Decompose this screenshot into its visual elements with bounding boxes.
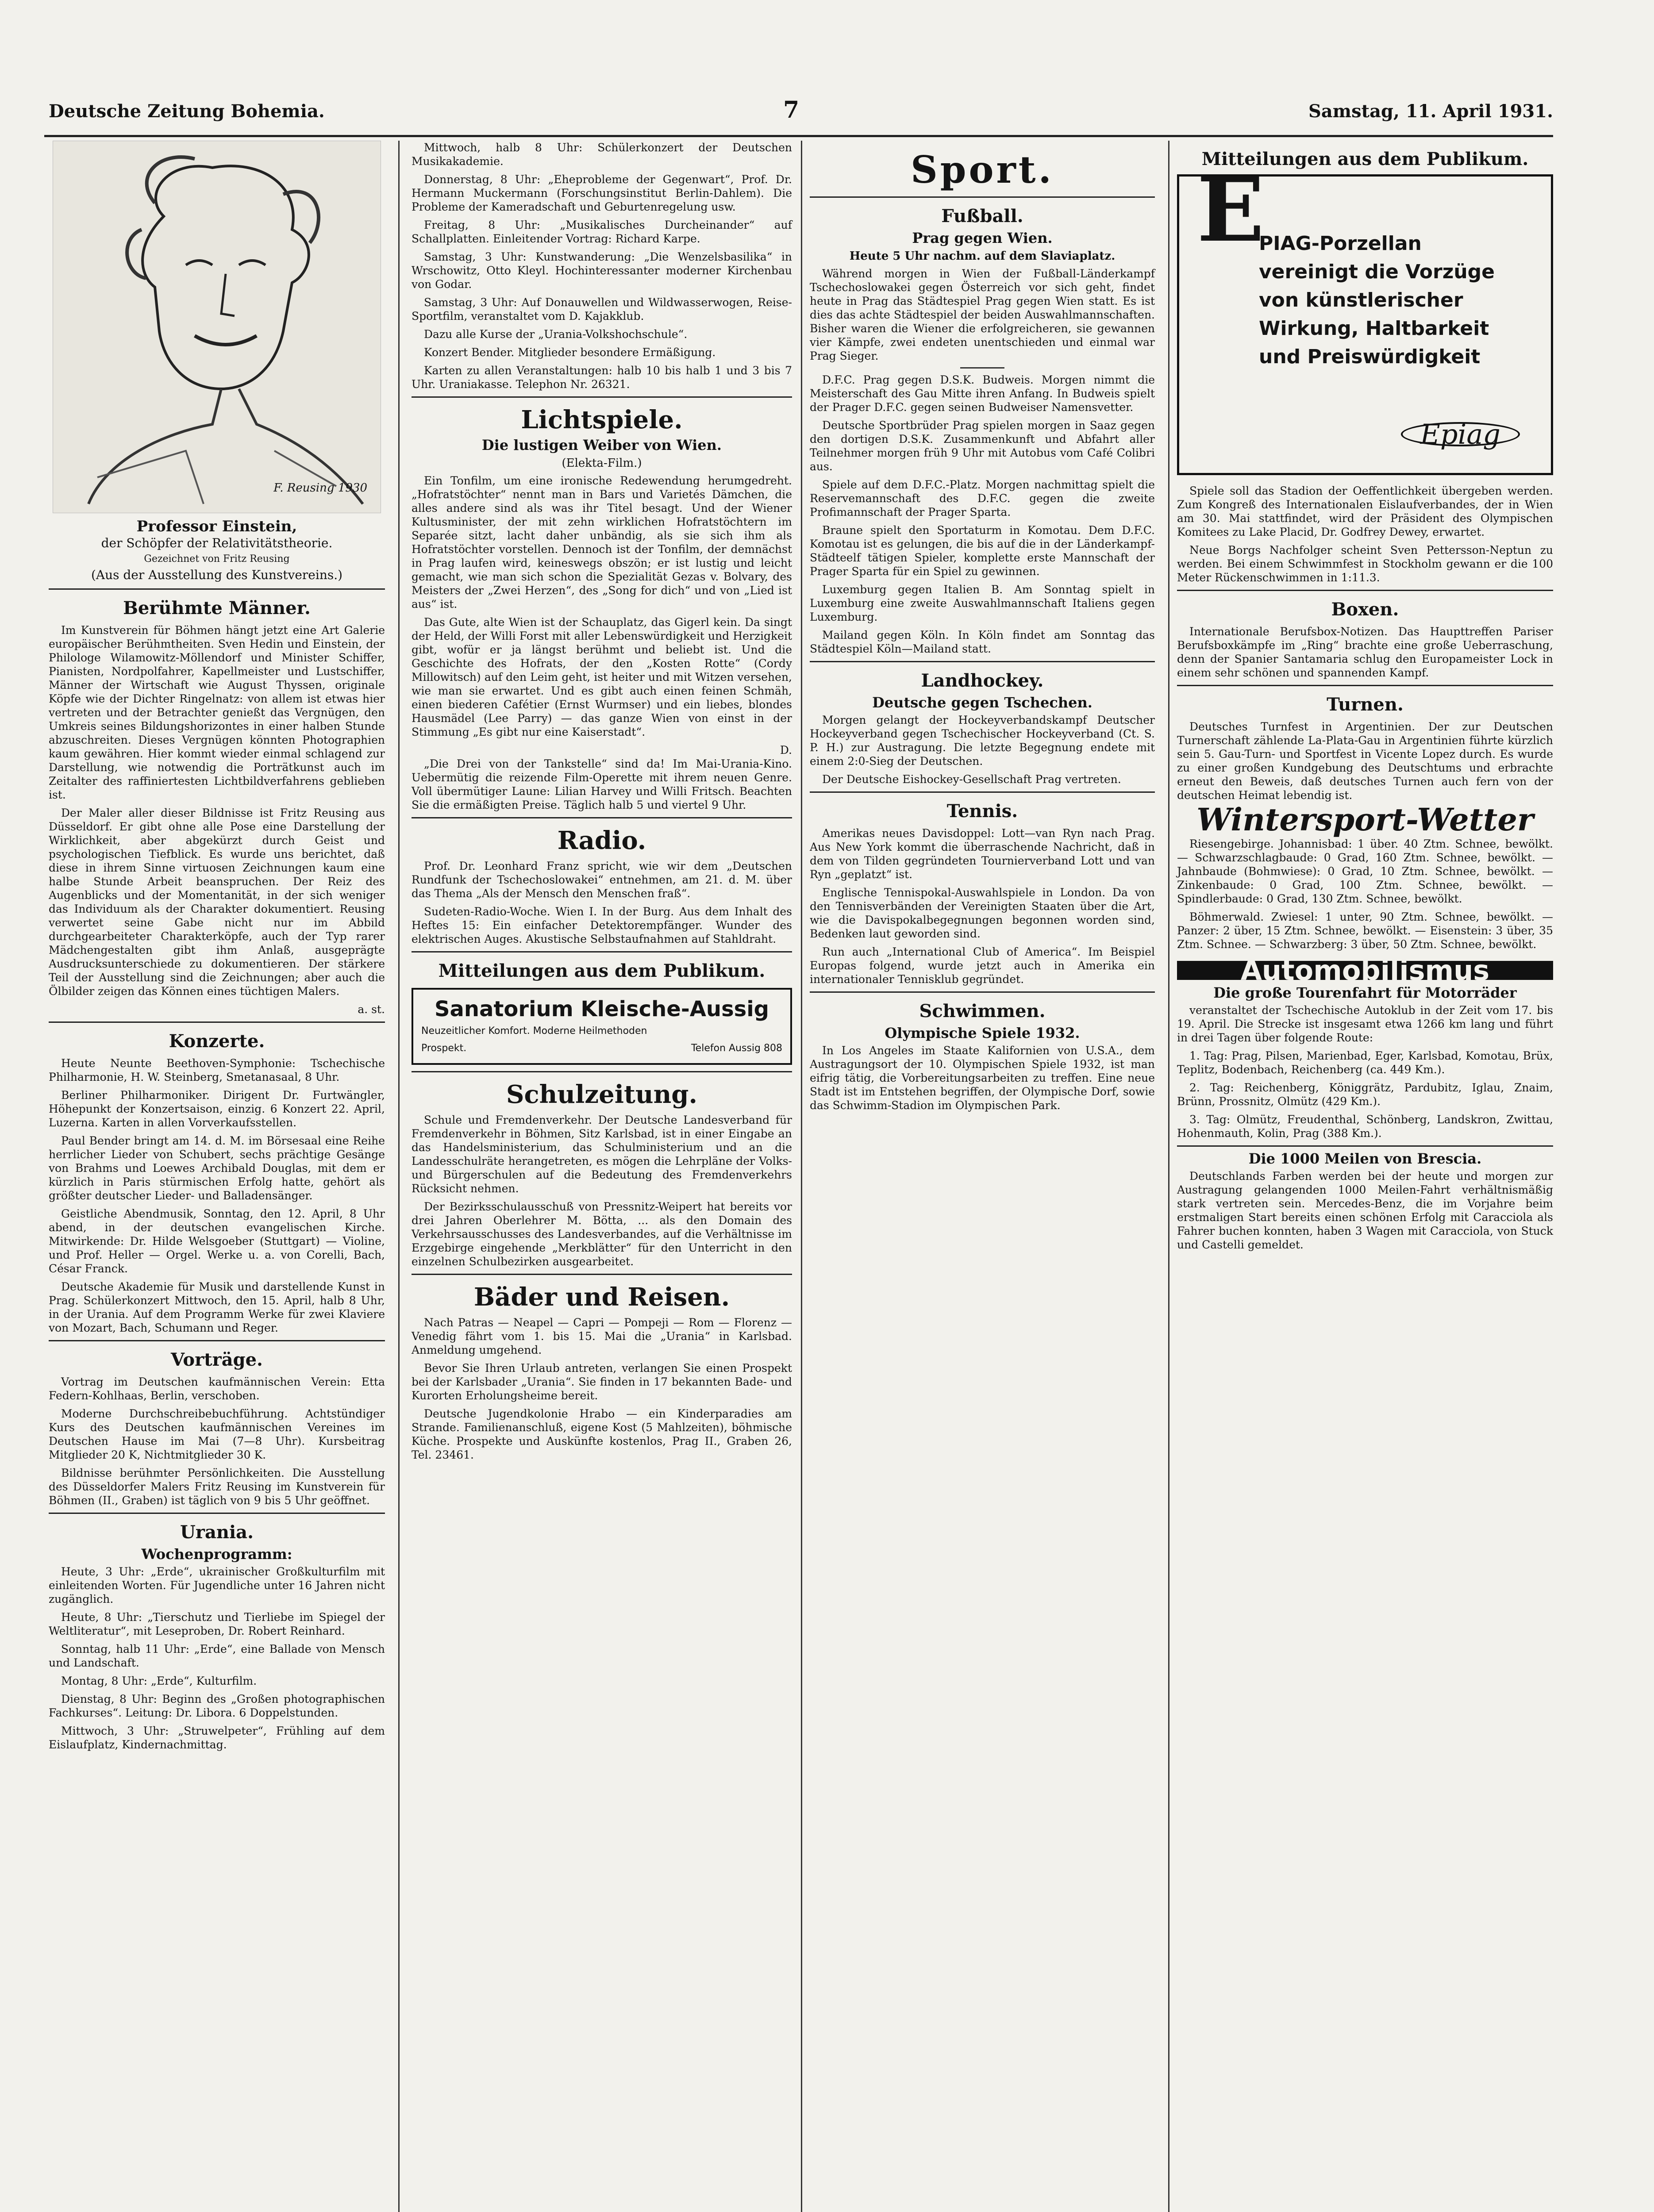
article-paragraph: Spiele soll das Stadion der Oeffentlichkeit übergeben werden. Zum Kongreß des Internationalen Eislaufverbandes, der in Wien am 30. Mai stattfindet, wird der Präsident des Olympischen Komitees zu Lake Placid, Dr. Godfrey Dewey, erwartet. [1177,484,1553,538]
section-rule [412,951,792,952]
article-paragraph: Deutschlands Farben werden bei der heute und morgen zur Austragung gelangenden 1000 Meilen-Fahrt verhältnismäßig stark vertreten sein. Mercedes-Benz, die im Vorjahre beim erstmaligen Start bereits einen schönen Erfolg mit Caracciola als Fahrer buchen konnten, haben 3 Wagen mit Caracciola, von Stuck und Castelli gemeldet. [1177,1170,1553,1251]
subheading-film-title: Die lustigen Weiber von Wien. [481,437,722,453]
heading-wintersport-wetter: Wintersport-Wetter [1196,801,1534,838]
article-paragraph: Internationale Berufsbox-Notizen. Das Haupttreffen Pariser Berufsboxkämpfe im „Ring“ brachte eine große Ueberraschung, denn der Spanier Santamaria schlug den Europameister Lock in einem sehr schönen und spannenden Kampf. [1177,625,1553,679]
heading-lichtspiele: Lichtspiele. [521,405,683,434]
notice-item: Run auch „International Club of America“. Im Beispiel Europas folgend, wurde jetzt auch in Amerika ein internationaler Tennisklub gegründet. [810,945,1155,986]
column-divider [801,141,802,2212]
heading-turnen: Turnen. [1327,694,1404,715]
masthead-rule [44,135,1553,137]
notice-item: Geistliche Abendmusik, Sonntag, den 12. April, 8 Uhr abend, in der deutschen evangelischen Kirche. Mitwirkende: Dr. Hilde Welsgoeber (Stuttgart) — Violine, und Prof. Heller — Orgel. Werke u. a. von Corelli, Bach, César Franck. [49,1207,385,1275]
notice-item: Mailand gegen Köln. In Köln findet am Sonntag das Städtespiel Köln—Mailand statt. [810,629,1155,655]
artist-signature: F. Reusing 1930 [273,481,367,495]
epiag-logo: Epiag [1401,422,1520,446]
article-paragraph: Während morgen in Wien der Fußball-Länderkampf Tschechoslowakei gegen Österreich vor sich geht, findet heute in Prag das Städtespiel Prag gegen Wien statt. Es ist dies das achte Städtespiel der beiden Auswahlmannschaften. Bisher waren die Wiener die erfolgreicheren, sie gewannen vier Kämpfe, zwei endeten unentschieden und einmal war Prag Sieger. [810,267,1155,362]
notice-item: Donnerstag, 8 Uhr: „Eheprobleme der Gegenwart“, Prof. Dr. Hermann Muckermann (Forschungsinstitut Berlin-Dahlem). Die Probleme der Kameradschaft und Geburtenregelung usw. [412,173,792,213]
portrait-caption [49,518,385,583]
article-paragraph: Der Bezirksschulausschuß von Pressnitz-Weipert hat bereits vor drei Jahren Oberlehrer M. Bötta, ... als den Domain des Verkehrsausschusses des Landesverbandes, auf die Verhältnisse im Erzgebirge eingehende „Merkblätter“ für den Unterricht in den einzelnen Schulbezirken ausgearbeitet. [412,1200,792,1268]
subheading-match-time: Heute 5 Uhr nachm. auf dem Slaviaplatz. [849,250,1115,263]
ad-line: von künstlerischer [1259,289,1463,311]
notice-item: Berliner Philharmoniker. Dirigent Dr. Furtwängler, Höhepunkt der Konzertsaison, einzig. 6 Konzert 22. April, Luzerna. Karten in allen Vorverkaufsstellen. [49,1089,385,1129]
notice-item: Bildnisse berühmter Persönlichkeiten. Die Ausstellung des Düsseldorfer Malers Fritz Reusing im Kunstverein für Böhmen (II., Graben) ist täglich von 9 bis 5 Uhr geöffnet. [49,1467,385,1507]
column-4 [1177,141,1553,1256]
article-paragraph: Deutsches Turnfest in Argentinien. Der zur Deutschen Turnerschaft zählende La-Plata-Gau in Argentinien führte kürzlich sein 5. Gau-Turn- und Sportfest in Vicente Lopez durch. Es wurde zu einer großen Kundgebung des Deutschtums und erbrachte erneut den Beweis, daß deutsches Turnen auch fern von der deutschen Heimat lebendig ist. [1177,720,1553,802]
ad-footer [421,1041,782,1055]
heading-mitteilungen: Mitteilungen aus dem Publikum. [438,960,765,981]
ad-line: PIAG-Porzellan [1259,232,1422,255]
notice-item: Heute, 8 Uhr: „Tierschutz und Tierliebe im Spiegel der Weltliteratur“, mit Leseproben, Dr. Robert Reinhard. [49,1611,385,1637]
heading-mitteilungen-publikum: Mitteilungen aus dem Publikum. [1201,149,1529,169]
subheading-1000-meilen: Die 1000 Meilen von Brescia. [1248,1150,1482,1167]
section-rule [1177,590,1553,591]
section-rule [1177,1145,1553,1147]
article-paragraph: Der Maler aller dieser Bildnisse ist Fritz Reusing aus Düsseldorf. Er gibt ohne alle Pose eine Darstellung der Wirklichkeit, aber abgekürzt durch Geist und psychologischen Tiefblick. Es wurde uns berichtet, daß diese in ihrem Sinne virtuosen Zeichnungen kaum eine halbe Stunde Arbeit beanspruchen. Der Reiz des Augenblicks und der Momentanität, in der sich weniger das Individuum als der Charakter dokumentiert. Reusing verwertet seine Gabe nicht nur im Abbild durchgearbeiteter Charakterköpfe, auch der Typ rarer Mädchengestalten gibt ihm Anlaß, ausgeprägte Ausdrucksunterschiede zu dokumentieren. Der stärkere Teil der Ausstellung sind die Zeichnungen; aber auch die Ölbilder zeigen das Können eines tüchtigen Malers. [49,806,385,998]
subheading-deutsche-tschechen: Deutsche gegen Tschechen. [872,694,1092,711]
section-rule [810,661,1155,662]
subheading-tourenfahrt: Die große Tourenfahrt für Motorräder [1213,984,1517,1001]
notice-item: Samstag, 3 Uhr: Kunstwanderung: „Die Wenzelsbasilika“ in Wrschowitz, Otto Kleyl. Hochinteressanter moderner Kirchenbau von Godar. [412,250,792,291]
weather-report: Böhmerwald. Zwiesel: 1 unter, 90 Ztm. Schnee, bewölkt. — Panzer: 2 über, 15 Ztm. Schnee, bewölkt. — Eisenstein: 3 über, 35 Ztm. Schnee. — Schwarzberg: 3 über, 50 Ztm. Schnee, bewölkt. [1177,910,1553,951]
heading-landhockey: Landhockey. [921,670,1044,691]
einstein-portrait-drawing [53,141,381,513]
caption-subtitle: der Schöpfer der Relativitätstheorie. [101,536,333,550]
article-signature: a. st. [358,1003,385,1016]
page-number: 7 [783,96,800,123]
notice-item: Englische Tennispokal-Auswahlspiele in London. Da von den Tennisverbänden der Vereinigten Staaten über die Art, wie die Davispokalbegegnungen begonnen worden sind, Bedenken laut geworden sind. [810,886,1155,940]
article-paragraph: veranstaltet der Tschechische Autoklub in der Zeit vom 17. bis 19. April. Die Strecke ist insgesamt etwa 1266 km lang und führt in drei Tagen über folgende Route: [1177,1004,1553,1044]
heading-beruehmte-maenner: Berühmte Männer. [123,598,311,618]
notice-item: Mittwoch, halb 8 Uhr: Schülerkonzert der Deutschen Musikakademie. [412,141,792,168]
notice-item: Deutsche Sportbrüder Prag spielen morgen in Saaz gegen den dortigen D.S.K. Zusammenkunft und Abfahrt aller Teilnehmer morgen früh 9 Uhr mit Autobus vom Café Colibri aus. [810,419,1155,473]
notice-item: Karten zu allen Veranstaltungen: halb 10 bis halb 1 und 3 bis 7 Uhr. Uraniakasse. Telephon Nr. 26321. [412,364,792,391]
short-rule [960,367,1004,369]
ad-text-block [1259,230,1538,371]
subheading-olympische-spiele: Olympische Spiele 1932. [885,1025,1080,1041]
heading-baeder-und-reisen: Bäder und Reisen. [473,1283,730,1312]
issue-date: Samstag, 11. April 1931. [1308,101,1553,122]
notice-item: Dazu alle Kurse der „Urania-Volkshochschule“. [424,328,688,341]
notice-item: Konzert Bender. Mitglieder besondere Ermäßigung. [424,346,716,359]
section-rule [412,1274,792,1275]
heading-radio: Radio. [557,826,646,855]
heading-fussball: Fußball. [941,206,1023,227]
ad-line: und Preiswürdigkeit [1259,346,1481,368]
section-rule [412,817,792,818]
notice-item: Sudeten-Radio-Woche. Wien I. In der Burg. Aus dem Inhalt des Heftes 15: Ein einfacher Detektorempfänger. Wunder des elektrischen Auges. Akustische Selbstaufnahmen auf Stahldraht. [412,905,792,945]
article-paragraph: Der Deutsche Eishockey-Gesellschaft Prag vertreten. [822,773,1121,786]
notice-item: Moderne Durchschreibebuchführung. Achtstündiger Kurs des Deutschen kaufmännischen Vereines im Deutschen Hause im Mai (7—8 Uhr). Kursbeitrag Mitglieder 20 K, Nichtmitglieder 30 K. [49,1407,385,1461]
notice-item: D.F.C. Prag gegen D.S.K. Budweis. Morgen nimmt die Meisterschaft des Gau Mitte ihren Anfang. In Budweis spielt der Prager D.F.C. gegen seinen Budweiser Namensvetter. [810,373,1155,414]
route-item: 3. Tag: Olmütz, Freudenthal, Schönberg, Landskron, Zwittau, Hohenmauth, Kolin, Prag (388 Km.). [1177,1113,1553,1140]
subheading-prag-wien: Prag gegen Wien. [912,230,1053,246]
ad-title: Sanatorium Kleische-Aussig [434,997,769,1022]
section-rule [49,1513,385,1514]
article-paragraph: Neue Borgs Nachfolger scheint Sven Pettersson-Neptun zu werden. Bei einem Schwimmfest in Stockholm gewann er die 100 Meter Rückenschwimmen in 1:11.3. [1177,544,1553,584]
caption-title: Professor Einstein, [136,518,297,535]
subheading-wochenprogramm: Wochenprogramm: [141,1546,292,1563]
masthead [49,96,1553,127]
notice-item: Deutsche Jugendkolonie Hrabo — ein Kinderparadies am Strande. Familienanschluß, eigene Kost (5 Mahlzeiten), böhmische Küche. Prospekte und Auskünfte kostenlos, Prag II., Graben 26, Tel. 23461. [412,1407,792,1461]
section-rule [810,991,1155,993]
notice-item: Amerikas neues Davisdoppel: Lott—van Ryn nach Prag. Aus New York kommt die überraschende Nachricht, daß in dem von Tilden gegründeten Tournierverband Lott und van Ryn „geplatzt“ ist. [810,827,1155,881]
notice-item: Paul Bender bringt am 14. d. M. im Börsesaal eine Reihe herrlicher Lieder von Schubert, sechs prächtige Gesänge von Brahms und Loewes Archibald Douglas, mit dem er kürzlich in Paris stürmischen Erfolg hatte, gehört als größter deutscher Lieder- und Balladensänger. [49,1134,385,1202]
article-paragraph: In Los Angeles im Staate Kalifornien von U.S.A., dem Austragungsort der 10. Olympischen Spiele 1932, ist man eifrig tätig, die Vorbereitungsarbeiten zu treffen. Eine neue Stadt ist im Entstehen begriffen, der Olympische Dorf, sowie das Schwimm-Stadion im Olympischen Park. [810,1044,1155,1112]
ad-prospekt: Prospekt. [421,1043,467,1054]
article-paragraph: Schule und Fremdenverkehr. Der Deutsche Landesverband für Fremdenverkehr in Böhmen, Sitz Karlsbad, ist in einer Eingabe an das Handelsministerium, das Schulministerium und an die Landesschulräte herangetreten, es mögen die Lehrpläne der Volks- und Bürgerschulen auf die Bedeutung des Fremdenverkehrs Rücksicht nehmen. [412,1114,792,1195]
sanatorium-advertisement [412,988,792,1065]
notice-item: Freitag, 8 Uhr: „Musikalisches Durcheinander“ auf Schallplatten. Einleitender Vortrag: Richard Karpe. [412,219,792,245]
weather-report: Riesengebirge. Johannisbad: 1 über. 40 Ztm. Schnee, bewölkt. — Schwarzschlagbaude: 0 Grad, 160 Ztm. Schnee, bewölkt. — Jahnbaude (Bohmwiese): 0 Grad, 10 Ztm. Schnee, bewölkt. — Zinkenbaude: 0 Grad, 100 Ztm. Schnee, bewölkt. — Spindlerbaude: 0 Grad, 130 Ztm. Schnee, bewölkt. [1177,837,1553,905]
paper-name: Deutsche Zeitung Bohemia. [49,101,325,122]
route-item: 1. Tag: Prag, Pilsen, Marienbad, Eger, Karlsbad, Komotau, Brüx, Teplitz, Bodenbach, Reichenberg (ca. 449 Km.). [1177,1049,1553,1076]
caption-note: (Aus der Ausstellung des Kunstvereins.) [91,568,343,582]
article-paragraph: Morgen gelangt der Hockeyverbandskampf Deutscher Hockeyverband gegen Tschechischer Hockeyverband (Ct. S. P. H.) zur Austragung. Die letzte Begegnung endete mit einem 2:0-Sieg der Deutschen. [810,714,1155,768]
notice-item: Vortrag im Deutschen kaufmännischen Verein: Etta Federn-Kohlhaas, Berlin, verschoben. [49,1375,385,1402]
column-2 [412,141,792,1466]
column-divider [1168,141,1169,2212]
ad-line: vereinigt die Vorzüge [1259,261,1495,283]
article-paragraph: Im Kunstverein für Böhmen hängt jetzt eine Art Galerie europäischer Berühmtheiten. Sven Hedin und Einstein, der Philologe Wilamowitz-Möllendorf und Minister Schiffer, Pianisten, Nordpolfahrer, Kapellmeister und Lustschiffer, Männer der Wirtschaft wie August Thyssen, originale Köpfe wie der Dichter Ringelnatz: von allem ist etwas hier vertreten und der Betrachter genießt das Vergnügen, den Umkreis seines Bildungshorizontes in einer halben Stunde abzuschreiten. Dieses Vergnügen könnten Photographien kaum gewähren. Hier kommt wieder einmal schlagend zur Darstellung, wie notwendig die Porträtkunst auch im Zeitalter des raffiniertesten Lichtbildverfahrens geblieben ist. [49,624,385,801]
heading-vortraege: Vorträge. [171,1349,263,1370]
notice-item: Samstag, 3 Uhr: Auf Donauwellen und Wildwasserwogen, Reise-Sportfilm, veranstaltet vom D. Kajakklub. [412,296,792,323]
notice-item: Montag, 8 Uhr: „Erde“, Kulturfilm. [61,1674,257,1687]
heading-schulzeitung: Schulzeitung. [506,1080,697,1109]
notice-item: Deutsche Akademie für Musik und darstellende Kunst in Prag. Schülerkonzert Mittwoch, den 15. April, halb 8 Uhr, in der Urania. Auf dem Programm Werke für zwei Klaviere von Mozart, Bach, Schumann und Reger. [49,1280,385,1334]
section-rule [49,588,385,590]
article-signature: D. [780,744,792,757]
notice-item: Luxemburg gegen Italien B. Am Sonntag spielt in Luxemburg eine zweite Auswahlmannschaft Italiens gegen Luxemburg. [810,583,1155,623]
notice-item: Spiele auf dem D.F.C.-Platz. Morgen nachmittag spielt die Reservemannschaft des D.F.C. gegen die zweite Profimannschaft der Prager Sparta. [810,478,1155,518]
column-1 [49,141,385,1756]
heading-schwimmen: Schwimmen. [919,1001,1046,1022]
notice-item: Braune spielt den Sportaturm in Komotau. Dem D.F.C. Komotau ist es gelungen, die bis auf die in der Länderkampf-Städteelf tätigen Spieler, komplette erste Mannschaft der Prager Sparta für ein Spiel zu gewinnen. [810,524,1155,578]
caption-credit: Gezeichnet von Fritz Reusing [144,553,290,565]
notice-item: Heute, 3 Uhr: „Erde“, ukrainischer Großkulturfilm mit einleitenden Worten. Für Jugendliche unter 16 Jahren nicht zugänglich. [49,1565,385,1605]
heading-urania: Urania. [180,1522,254,1543]
section-rule [412,396,792,398]
notice-item: Dienstag, 8 Uhr: Beginn des „Großen photographischen Fachkurses“. Leitung: Dr. Libora. 6 Doppelstunden. [49,1693,385,1719]
section-rule [49,1340,385,1341]
portrait-sketch-icon [53,141,381,513]
notice-item: Nach Patras — Neapel — Capri — Pompeji — Rom — Florenz — Venedig fährt vom 1. bis 15. Mai die „Urania“ in Karlsbad. Anmeldung umgehend. [412,1316,792,1356]
heading-sport: Sport. [911,148,1054,192]
column-divider [398,141,400,2212]
ad-telephone: Telefon Aussig 808 [691,1043,782,1054]
section-rule [810,791,1155,793]
column-3 [810,141,1155,1117]
article-paragraph: Ein Tonfilm, um eine ironische Redewendung herumgedreht. „Hofratstöchter“ nennt man in Bars und Varietés Dämchen, die alles andere sind als was ihr Titel besagt. Und der Wiener Kultusminister, der mit zehn wirklichen Hofratstöchtern im Separée sitzt, lacht daher unbändig, als sie sich ihm als Hofratstöchter vorstellen. Dennoch ist der Tonfilm, der demnächst in Prag laufen wird, keineswegs obszön; er ist lustig und leicht gemacht, wie man sich schon die Spezialität Gezas v. Bolvary, des Meisters der „Zwei Herzen“, des „Song for dich“ und von „Lied ist aus“ ist. [412,474,792,611]
notice-item: Mittwoch, 3 Uhr: „Struwelpeter“, Frühling auf dem Eislaufplatz, Kindernachmittag. [49,1724,385,1751]
heading-konzerte: Konzerte. [169,1031,265,1052]
ad-line: Wirkung, Haltbarkeit [1259,317,1489,340]
route-item: 2. Tag: Reichenberg, Königgrätz, Pardubitz, Iglau, Znaim, Brünn, Prossnitz, Olmütz (429 Km.). [1177,1081,1553,1108]
notice-item: Heute Neunte Beethoven-Symphonie: Tschechische Philharmonie, H. W. Steinberg, Smetanasaal, 8 Uhr. [49,1057,385,1083]
heading-boxen: Boxen. [1331,599,1399,620]
subheading-film-studio: (Elekta-Film.) [562,457,642,470]
heading-automobilismus: Automobilismus [1177,961,1553,980]
section-rule [49,1022,385,1023]
ad-line: Neuzeitlicher Komfort. Moderne Heilmethoden [421,1025,647,1037]
notice-item: „Die Drei von der Tankstelle“ sind da! Im Mai-Urania-Kino. Uebermütig die reizende Film-Operette mit ihrem neuen Genre. Voll übermütiger Laune: Lilian Harvey und Willi Fritsch. Beachten Sie die ermäßigten Preise. Täglich halb 5 und viertel 9 Uhr. [412,757,792,811]
article-paragraph: Das Gute, alte Wien ist der Schauplatz, das Gigerl kein. Da singt der Held, der Willi Forst mit aller Lebenswürdigkeit und Herzigkeit gibt, wofür er ja längst berühmt und beliebt ist. Und die Geschichte des Hofrats, der den „Kosten Rotte“ (Cordy Millowitsch) auf den Leim geht, ist heiter und mit Witzen versehen, wie man sie erwartet. Und es gibt auch einen feinen Schmäh, einen biederen Cafétier (Ernst Wurmser) und ein liebes, blondes Hausmädel (Lee Parry) — das ganze Wien von einst in der Stimmung „Es gibt nur eine Kaiserstadt“. [412,616,792,738]
heading-tennis: Tennis. [946,801,1018,822]
notice-item: Sonntag, halb 11 Uhr: „Erde“, eine Ballade von Mensch und Landschaft. [49,1643,385,1669]
notice-item: Prof. Dr. Leonhard Franz spricht, wie wir dem „Deutschen Rundfunk der Tschechoslowakei“ entnehmen, am 21. d. M. über das Thema „Als der Mensch den Menschen fraß“. [412,860,792,900]
section-rule [810,196,1155,198]
section-rule [1177,685,1553,686]
notice-item: Bevor Sie Ihren Urlaub antreten, verlangen Sie einen Prospekt bei der Karlsbader „Urania“. Sie finden in 17 bekannten Bade- und Kurorten Erholungsheime bereit. [412,1362,792,1402]
ad-initial-letter: E [1197,158,1265,262]
section-rule [412,1071,792,1072]
